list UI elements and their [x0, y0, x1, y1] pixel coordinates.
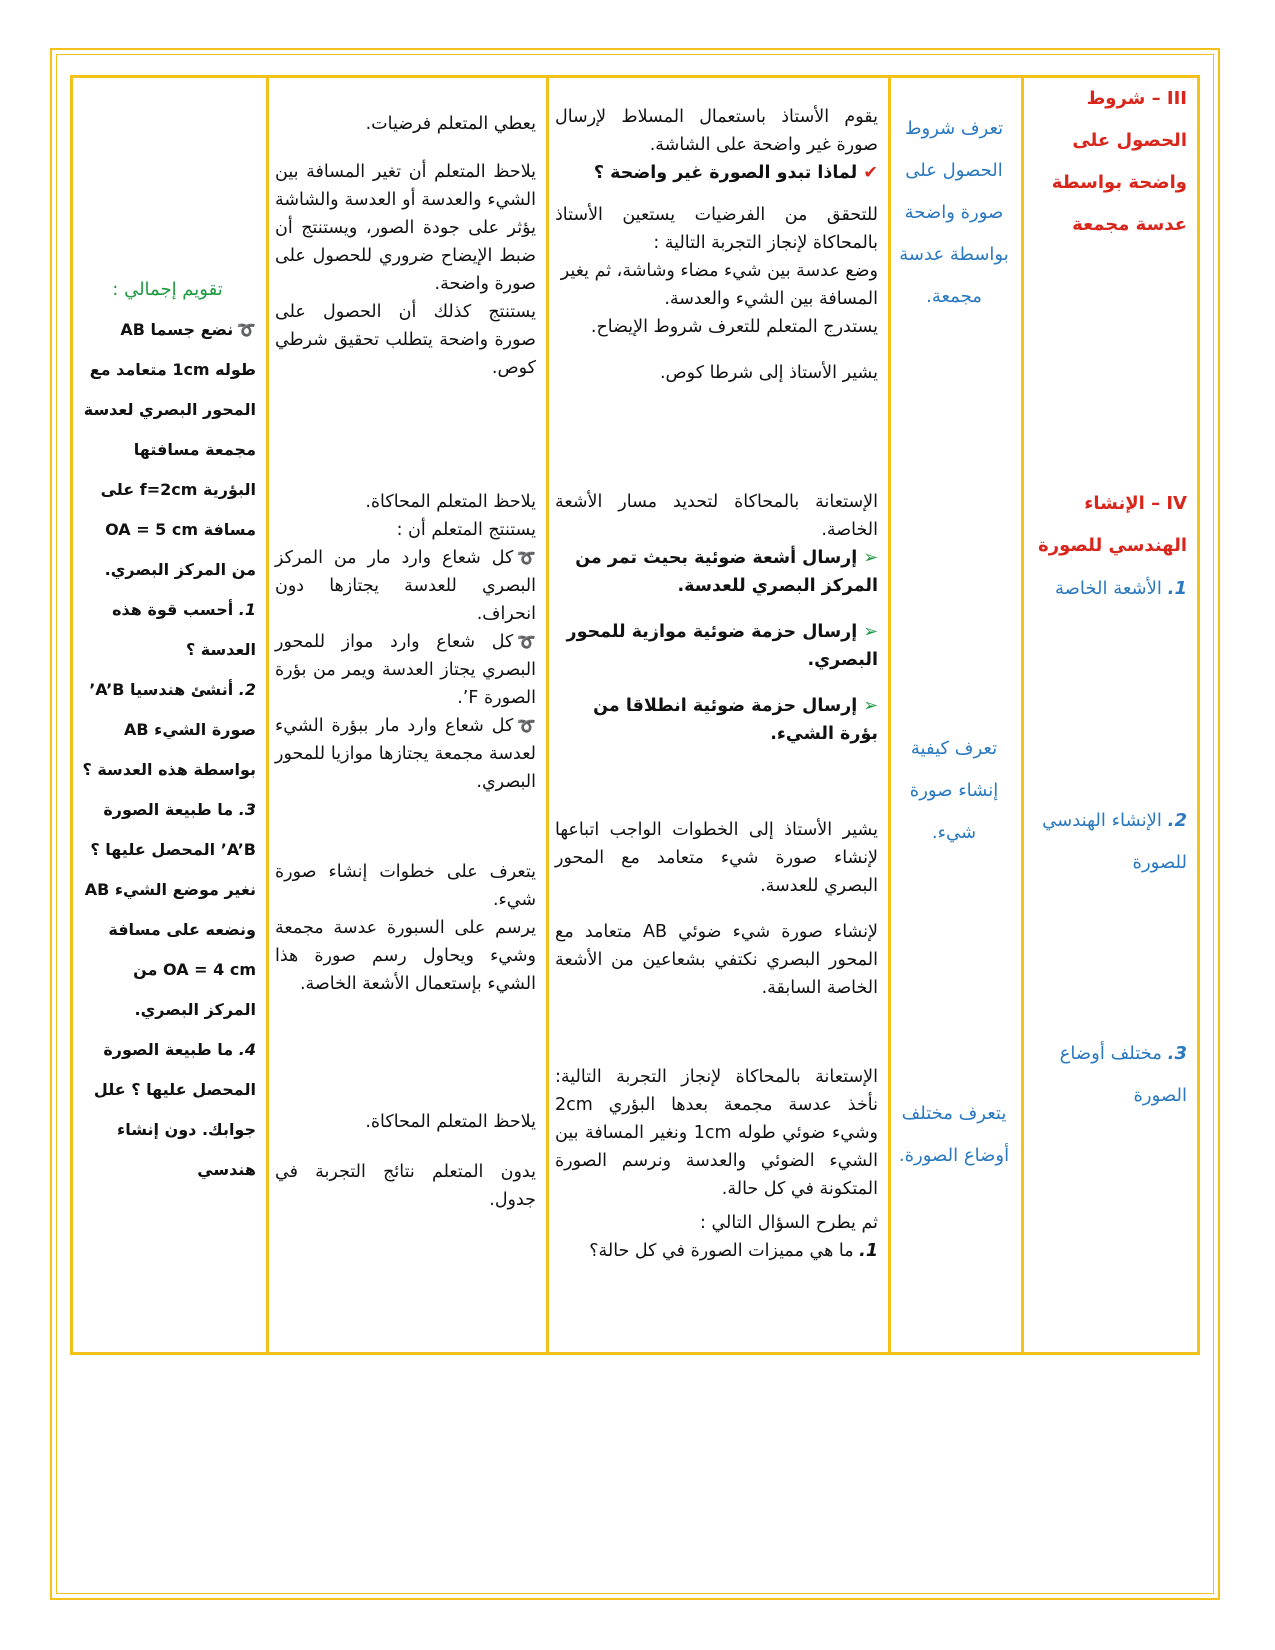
- learner-activity-9: يدون المتعلم نتائج التجربة في جدول.: [275, 1162, 536, 1210]
- teacher-question-2: ما هي مميزات الصورة في كل حالة؟: [589, 1241, 854, 1261]
- teacher-activity-4: يستدرج المتعلم للتعرف شروط الإيضاح.: [590, 317, 878, 337]
- section-4: [1030, 483, 1187, 567]
- column-evaluation: [73, 78, 266, 1352]
- section-4-title: – الإنشاء الهندسي للصورة: [1038, 493, 1187, 556]
- item-3-number: 3.: [1167, 1043, 1187, 1064]
- loop-bullet-icon: ➰: [517, 717, 536, 735]
- evaluation-q2-number: 2.: [238, 680, 256, 699]
- item-2-number: 2.: [1167, 810, 1187, 831]
- column-learner-activities: [266, 78, 546, 1352]
- learner-activity-2: يلاحظ المتعلم أن تغير المسافة بين الشيء والعدسة أو العدسة والشاشة يؤثر على جودة الصور، ويستنتج أن ضبط الإيضاح ضروري للحصول على صورة واضحة.: [275, 162, 536, 294]
- arrow-left-icon: ➢: [863, 696, 878, 716]
- learner-activity-6: يتعرف على خطوات إنشاء صورة شيء.: [275, 862, 536, 910]
- check-icon: ✔: [863, 163, 878, 183]
- teacher-activity-8: لإنشاء صورة شيء ضوئي AB متعامد مع المحور البصري نكتفي بشعاعين من الأشعة الخاصة السابقة.: [555, 922, 878, 998]
- column-sections: [1021, 78, 1197, 1352]
- teacher-activity-9: الإستعانة بالمحاكاة لإنجاز التجربة التالية: نأخذ عدسة مجمعة بعدها البؤري 2cm وشيء ضوئي طوله 1cm ونغير المسافة بين الشيء الضوئي والعدسة ونرسم الصورة المتكونة في كل حالة.: [555, 1067, 878, 1199]
- arrow-left-icon: ➢: [863, 548, 878, 568]
- evaluation-q1-number: 1.: [238, 600, 256, 619]
- arrow-left-icon: ➢: [863, 622, 878, 642]
- teacher-activity-3: وضع عدسة بين شيء مضاء وشاشة، ثم يغير المسافة بين الشيء والعدسة.: [560, 261, 878, 309]
- evaluation-q4-number: 4.: [238, 1040, 256, 1059]
- learner-activity-3: يستنتج كذلك أن الحصول على صورة واضحة يتطلب تحقيق شرطي كوص.: [275, 302, 536, 378]
- learner-activity-1: يعطي المتعلم فرضيات.: [365, 114, 536, 134]
- column-teacher-activities: [546, 78, 888, 1352]
- special-ray-3: إرسال حزمة ضوئية انطلاقا من بؤرة الشيء.: [593, 696, 878, 744]
- lesson-table: [70, 75, 1200, 1355]
- evaluation-q3: ما طبيعة الصورة A’B’ المحصل عليها ؟: [90, 800, 256, 859]
- teacher-activity-6: الإستعانة بالمحاكاة لتحديد مسار الأشعة الخاصة.: [555, 492, 878, 540]
- teacher-activity-5: يشير الأستاذ إلى شرطا كوص.: [659, 363, 878, 383]
- teacher-activity-1: يقوم الأستاذ باستعمال المسلاط لإرسال صورة غير واضحة على الشاشة.: [555, 107, 878, 155]
- teacher-question: لماذا تبدو الصورة غير واضحة ؟: [593, 163, 858, 183]
- teacher-activity-10: ثم يطرح السؤال التالي :: [700, 1213, 878, 1233]
- learner-ray-rule-1: كل شعاع وارد مار من المركز البصري للعدسة يجتازها دون انحراف.: [275, 548, 536, 624]
- learner-activity-7: يرسم على السبورة عدسة مجمعة وشيء ويحاول رسم صورة هذا الشيء بإستعمال الأشعة الخاصة.: [275, 918, 536, 994]
- item-3: [1030, 1033, 1187, 1117]
- section-3-title: – شروط الحصول على واضحة بواسطة عدسة مجمعة: [1051, 88, 1187, 235]
- evaluation-q4: ما طبيعة الصورة المحصل عليها ؟ علل جوابك. دون إنشاء هندسي: [93, 1040, 256, 1179]
- teacher-activity-2: للتحقق من الفرضيات يستعين الأستاذ بالمحاكاة لإنجاز التجربة التالية :: [555, 205, 878, 253]
- evaluation-statement-2: نغير موضع الشيء AB ونضعه على مسافة OA = 4 cm من المركز البصري.: [84, 880, 256, 1019]
- item-2: [1030, 800, 1187, 884]
- goal-2: تعرف كيفية إنشاء صورة شيء.: [909, 738, 999, 843]
- learner-activity-8: يلاحظ المتعلم المحاكاة.: [365, 1112, 536, 1132]
- teacher-question-number: 1.: [859, 1241, 878, 1261]
- evaluation-q2: أنشئ هندسيا A’B’ صورة الشيء AB بواسطة هذه العدسة ؟: [82, 680, 256, 779]
- section-4-number: IV: [1166, 493, 1187, 514]
- special-ray-1: إرسال أشعة ضوئية بحيث تمر من المركز البصري للعدسة.: [575, 548, 878, 596]
- item-1-text: الأشعة الخاصة: [1054, 578, 1162, 599]
- goal-3: يتعرف مختلف أوضاع الصورة.: [898, 1103, 1010, 1166]
- item-1-number: 1.: [1167, 578, 1187, 599]
- learner-ray-rule-2: كل شعاع وارد مواز للمحور البصري يجتاز العدسة ويمر من بؤرة الصورة F’.: [275, 632, 536, 708]
- evaluation-title: تقويم إجمالي :: [112, 279, 223, 300]
- teacher-activity-7: يشير الأستاذ إلى الخطوات الواجب اتباعها لإنشاء صورة شيء متعامد مع المحور البصري للعدسة.: [555, 820, 878, 896]
- loop-bullet-icon: ➰: [517, 633, 536, 651]
- item-3-text: مختلف أوضاع الصورة: [1059, 1043, 1187, 1106]
- item-2-text: الإنشاء الهندسي للصورة: [1042, 810, 1187, 873]
- section-3: [1030, 78, 1187, 246]
- goal-1: تعرف شروط الحصول على صورة واضحة بواسطة عدسة مجمعة.: [899, 118, 1009, 307]
- section-3-number: III: [1166, 88, 1187, 109]
- loop-bullet-icon: ➰: [517, 549, 536, 567]
- learner-activity-5: يستنتج المتعلم أن :: [396, 520, 536, 540]
- item-1: [1030, 568, 1187, 610]
- evaluation-statement-1: نضع جسما AB طوله 1cm متعامد مع المحور البصري لعدسة مجمعة مسافتها البؤرية f=2cm على مسافة OA = 5 cm من المركز البصري.: [83, 320, 256, 579]
- learner-ray-rule-3: كل شعاع وارد مار ببؤرة الشيء لعدسة مجمعة يجتازها موازيا للمحور البصري.: [275, 716, 536, 792]
- special-ray-2: إرسال حزمة ضوئية موازية للمحور البصري.: [566, 622, 878, 670]
- learner-activity-4: يلاحظ المتعلم المحاكاة.: [365, 492, 536, 512]
- evaluation-q3-number: 3.: [238, 800, 256, 819]
- column-goals: [888, 78, 1021, 1352]
- loop-bullet-icon: ➰: [237, 321, 256, 339]
- evaluation-q1: أحسب قوة هذه العدسة ؟: [112, 600, 256, 659]
